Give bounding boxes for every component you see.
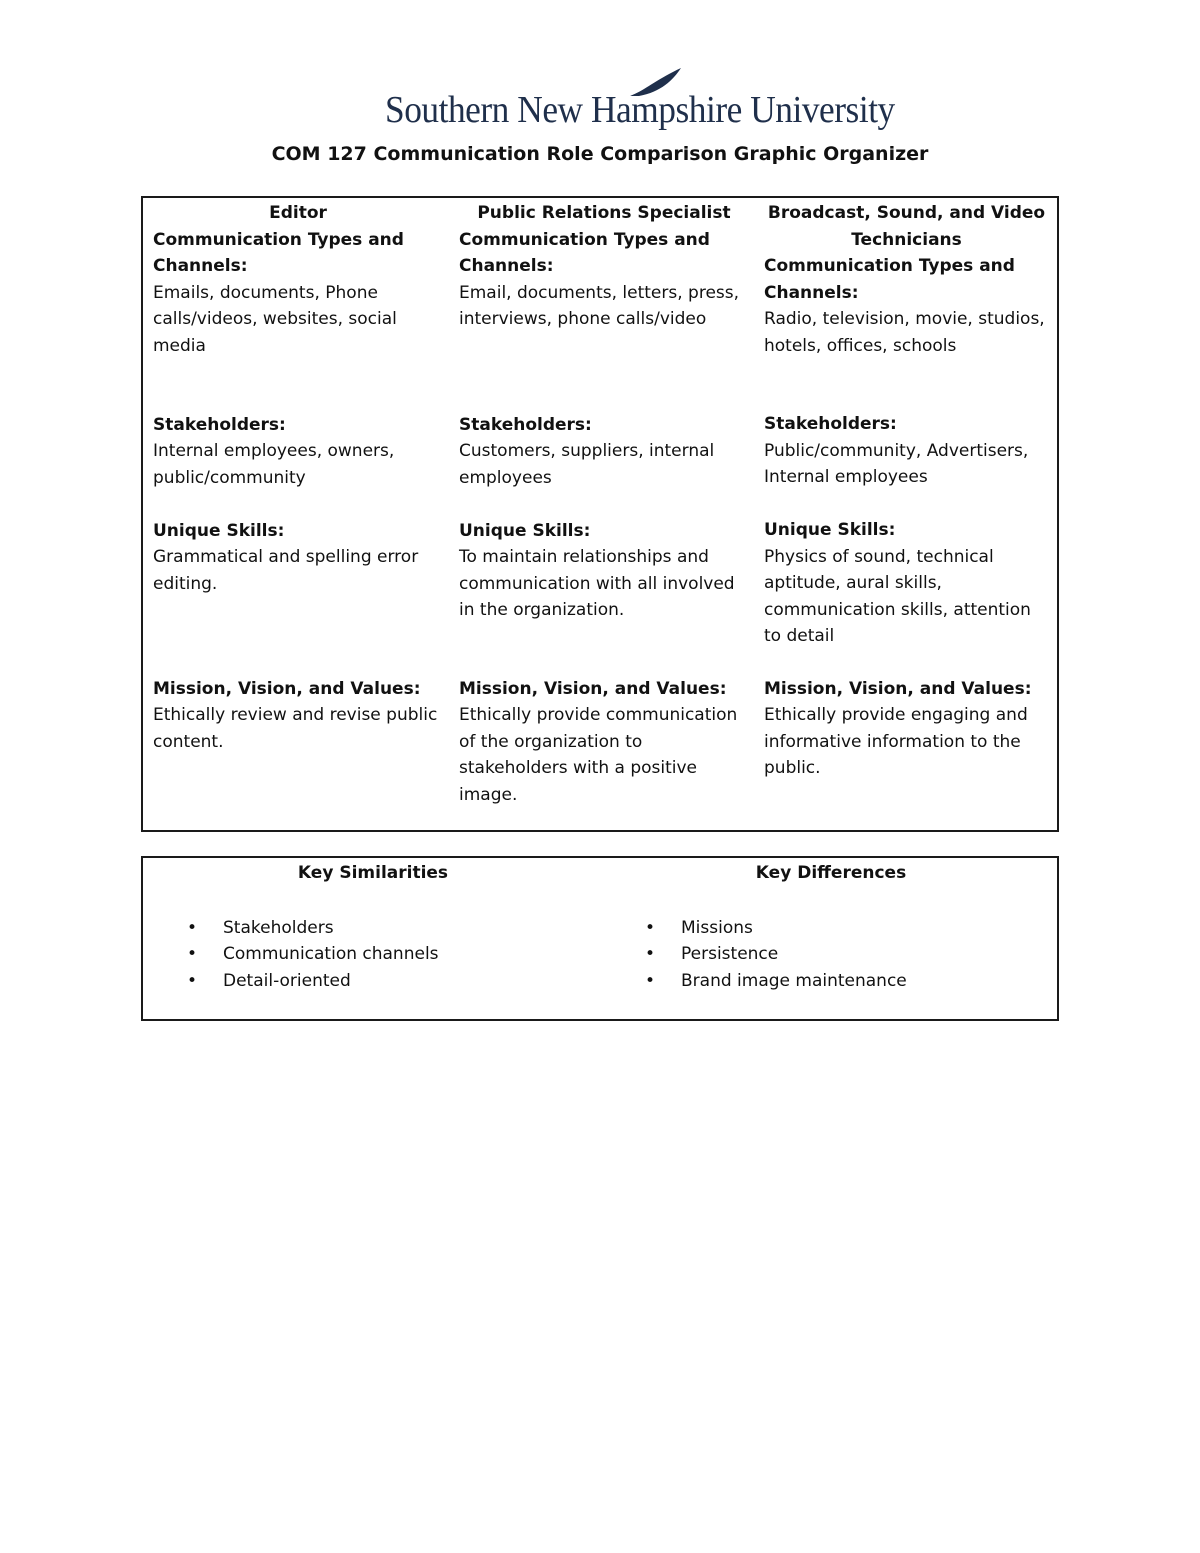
mission-label: Mission, Vision, and Values: [764, 678, 1032, 699]
channels-label: Communication Types and Channels: [764, 256, 1015, 303]
mission-section [764, 676, 1049, 782]
skills-text: Physics of sound, technical aptitude, aural skills, communication skills, attention to detail [764, 546, 1031, 646]
channels-text: Email, documents, letters, press, interviews, phone calls/video [459, 282, 740, 329]
skills-text: To maintain relationships and communication with all involved in the organization. [459, 547, 735, 620]
list-item: • Communication channels [153, 941, 593, 968]
mission-section [459, 676, 749, 809]
role-comparison-table [141, 196, 1059, 832]
skills-label: Unique Skills: [153, 520, 285, 541]
summary-table [141, 856, 1059, 1021]
list-item: • Missions [611, 915, 1051, 942]
list-item: • Persistence [611, 941, 1051, 968]
stakeholders-label: Stakeholders: [764, 414, 897, 434]
stakeholders-section [459, 412, 749, 492]
mission-section [153, 676, 443, 756]
stakeholders-text: Public/community, Advertisers, Internal employees [764, 440, 1029, 487]
channels-text: Emails, documents, Phone calls/videos, websites, social media [153, 282, 397, 356]
role-name: Public Relations Specialist [477, 203, 731, 223]
list-item: • Detail-oriented [153, 968, 593, 995]
differences-list [611, 915, 1051, 995]
skills-section [153, 518, 443, 650]
skills-text: Grammatical and spelling error editing. [153, 547, 419, 594]
university-logo [385, 66, 895, 142]
logo-wordmark: Southern New Hampshire University [385, 89, 895, 131]
skills-label: Unique Skills: [764, 520, 896, 540]
skills-label: Unique Skills: [459, 520, 591, 541]
differences-column [611, 860, 1051, 994]
list-item: • Brand image maintenance [611, 968, 1051, 995]
stakeholders-section [764, 411, 1049, 491]
feather-icon [625, 66, 685, 106]
mission-label: Mission, Vision, and Values: [459, 678, 727, 699]
stakeholders-label: Stakeholders: [153, 414, 286, 435]
similarities-title: Key Similarities [297, 863, 449, 883]
role-name: Editor [269, 203, 327, 223]
role-column-broadcast-technicians [764, 200, 1049, 782]
similarities-list [153, 915, 593, 995]
stakeholders-text: Internal employees, owners, public/community [153, 441, 395, 488]
mission-text: Ethically provide communication of the organization to stakeholders with a positive image. [459, 705, 738, 805]
channels-section [459, 227, 749, 386]
role-name: Broadcast, Sound, and Video Technicians [767, 203, 1046, 250]
list-item: • Stakeholders [153, 915, 593, 942]
role-column-pr-specialist [459, 200, 749, 808]
differences-title: Key Differences [755, 863, 907, 883]
mission-text: Ethically review and revise public content. [153, 705, 438, 752]
channels-section [764, 253, 1049, 385]
mission-text: Ethically provide engaging and informative information to the public. [764, 705, 1028, 778]
stakeholders-label: Stakeholders: [459, 414, 592, 435]
channels-label: Communication Types and Channels: [459, 229, 710, 276]
skills-section [764, 517, 1049, 650]
stakeholders-section [153, 412, 443, 492]
channels-label: Communication Types and Channels: [153, 229, 404, 276]
skills-section [459, 518, 749, 650]
role-column-editor [153, 200, 443, 755]
mission-label: Mission, Vision, and Values: [153, 678, 421, 699]
stakeholders-text: Customers, suppliers, internal employees [459, 441, 715, 488]
channels-text: Radio, television, movie, studios, hotels, offices, schools [764, 309, 1045, 356]
similarities-column [153, 860, 593, 994]
channels-section [153, 227, 443, 386]
page-title: COM 127 Communication Role Comparison Graphic Organizer [271, 143, 929, 165]
